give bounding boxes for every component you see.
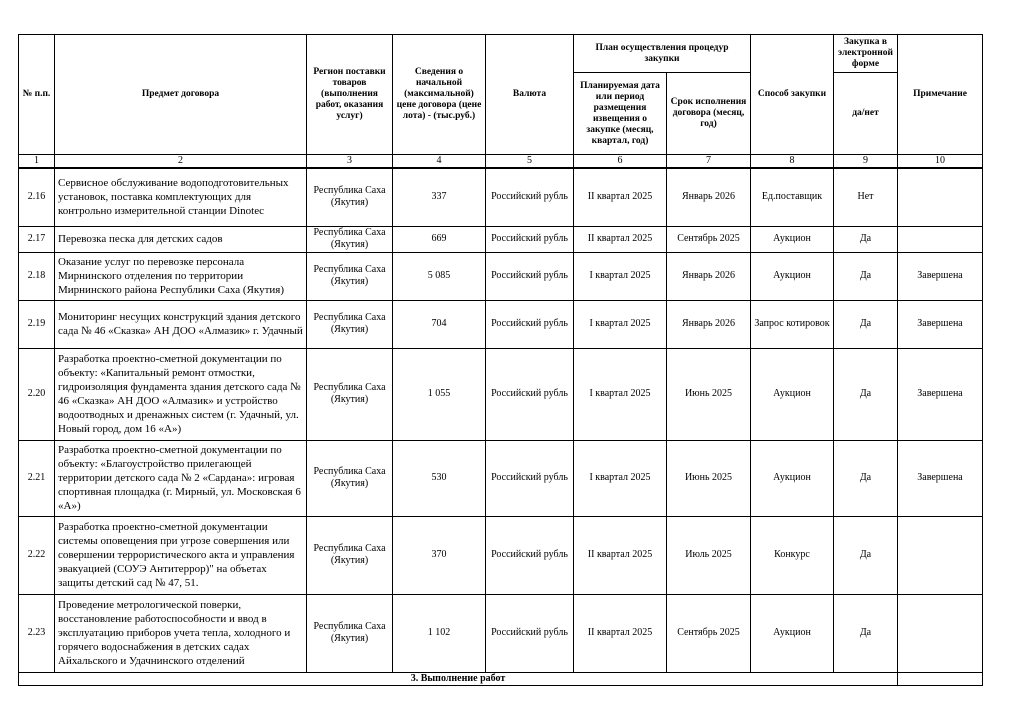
row-currency: Российский рубль	[486, 440, 574, 516]
column-number: 6	[574, 155, 667, 169]
table-row	[19, 226, 983, 252]
row-price: 5 085	[393, 252, 486, 300]
row-num: 2.23	[19, 594, 55, 672]
row-note	[898, 226, 983, 252]
row-plan-date: I квартал 2025	[574, 440, 667, 516]
row-region: Республика Саха (Якутия)	[307, 516, 393, 594]
row-method: Аукцион	[751, 440, 834, 516]
column-number: 9	[834, 155, 898, 169]
row-region: Республика Саха (Якутия)	[307, 168, 393, 226]
row-region: Республика Саха (Якутия)	[307, 252, 393, 300]
row-subject: Проведение метрологической поверки, восстановление работоспособности и ввод в эксплуатацию приборов учета тепла, холодного и горячего водоснабжения в детских садах Айхальского и Удачнинского отделений	[55, 594, 307, 672]
column-number: 1	[19, 155, 55, 169]
table-row	[19, 594, 983, 672]
row-method: Запрос котировок	[751, 300, 834, 348]
header-note: Примечание	[898, 35, 983, 155]
section-title: 3. Выполнение работ	[19, 672, 898, 685]
row-note	[898, 168, 983, 226]
row-method: Аукцион	[751, 594, 834, 672]
row-price: 1 055	[393, 348, 486, 440]
header-subject: Предмет договора	[55, 35, 307, 155]
row-region: Республика Саха (Якутия)	[307, 226, 393, 252]
header-region: Регион поставки товаров (выполнения работ, оказания услуг)	[307, 35, 393, 155]
row-price: 1 102	[393, 594, 486, 672]
row-term: Июнь 2025	[667, 440, 751, 516]
row-currency: Российский рубль	[486, 226, 574, 252]
row-num: 2.19	[19, 300, 55, 348]
row-subject: Разработка проектно-сметной документации по объекту: «Благоустройство прилегающей территории детского сада № 2 «Сардана»: игровая спортивная площадка (г. Мирный, ул. Московская 6 «А»)	[55, 440, 307, 516]
table-row	[19, 168, 983, 226]
column-number: 2	[55, 155, 307, 169]
row-subject: Оказание услуг по перевозке персонала Мирнинского отделения по территории Мирнинского района Республики Саха (Якутия)	[55, 252, 307, 300]
row-currency: Российский рубль	[486, 252, 574, 300]
row-plan-date: I квартал 2025	[574, 300, 667, 348]
row-electronic: Нет	[834, 168, 898, 226]
row-num: 2.20	[19, 348, 55, 440]
row-currency: Российский рубль	[486, 516, 574, 594]
row-plan-date: I квартал 2025	[574, 252, 667, 300]
table-row	[19, 516, 983, 594]
header-num: № п.п.	[19, 35, 55, 155]
table-row	[19, 348, 983, 440]
column-number: 4	[393, 155, 486, 169]
row-electronic: Да	[834, 348, 898, 440]
row-electronic: Да	[834, 594, 898, 672]
row-electronic: Да	[834, 516, 898, 594]
row-note: Завершена	[898, 440, 983, 516]
row-plan-date: II квартал 2025	[574, 168, 667, 226]
row-plan-date: I квартал 2025	[574, 348, 667, 440]
row-region: Республика Саха (Якутия)	[307, 440, 393, 516]
row-electronic: Да	[834, 300, 898, 348]
row-currency: Российский рубль	[486, 168, 574, 226]
column-number: 5	[486, 155, 574, 169]
row-note: Завершена	[898, 348, 983, 440]
row-currency: Российский рубль	[486, 594, 574, 672]
table-row	[19, 252, 983, 300]
row-method: Аукцион	[751, 348, 834, 440]
row-price: 370	[393, 516, 486, 594]
row-num: 2.21	[19, 440, 55, 516]
row-note	[898, 594, 983, 672]
row-method: Аукцион	[751, 252, 834, 300]
header-term: Срок исполнения договора (месяц, год)	[667, 73, 751, 155]
row-subject: Разработка проектно-сметной документации по объекту: «Капитальный ремонт отмостки, гидроизоляция фундамента здания детского сада № 46 «Сказка» АН ДОО «Алмазик» и устройство водоотводных и дренажных систем (г. Удачный, ул. Новый город, дом 16 «А»)	[55, 348, 307, 440]
row-price: 337	[393, 168, 486, 226]
row-subject: Мониторинг несущих конструкций здания детского сада № 46 «Сказка» АН ДОО «Алмазик» г. Удачный	[55, 300, 307, 348]
row-method: Ед.поставщик	[751, 168, 834, 226]
row-term: Январь 2026	[667, 168, 751, 226]
row-term: Июль 2025	[667, 516, 751, 594]
header-currency: Валюта	[486, 35, 574, 155]
row-term: Сентябрь 2025	[667, 226, 751, 252]
row-method: Аукцион	[751, 226, 834, 252]
table-row	[19, 440, 983, 516]
header-plan: План осуществления процедур закупки	[574, 35, 751, 73]
header-plan-date: Планируемая дата или период размещения извещения о закупке (месяц, квартал, год)	[574, 73, 667, 155]
header-electronic-sub: да/нет	[834, 73, 898, 155]
row-num: 2.22	[19, 516, 55, 594]
row-currency: Российский рубль	[486, 348, 574, 440]
row-plan-date: II квартал 2025	[574, 226, 667, 252]
row-num: 2.18	[19, 252, 55, 300]
header-price: Сведения о начальной (максимальной) цене договора (цене лота) - (тыс.руб.)	[393, 35, 486, 155]
row-subject: Перевозка песка для детских садов	[55, 226, 307, 252]
row-plan-date: II квартал 2025	[574, 594, 667, 672]
row-term: Сентябрь 2025	[667, 594, 751, 672]
column-number: 7	[667, 155, 751, 169]
row-subject: Разработка проектно-сметной документации системы оповещения при угрозе совершения или совершении террористического акта и управления эвакуацией (СОУЭ Антитеррор)" на объетах защиты детский сад № 47, 51.	[55, 516, 307, 594]
row-term: Январь 2026	[667, 300, 751, 348]
row-region: Республика Саха (Якутия)	[307, 594, 393, 672]
row-method: Конкурс	[751, 516, 834, 594]
row-price: 669	[393, 226, 486, 252]
row-num: 2.16	[19, 168, 55, 226]
procurement-plan-table	[18, 34, 983, 686]
row-region: Республика Саха (Якутия)	[307, 300, 393, 348]
row-price: 704	[393, 300, 486, 348]
row-electronic: Да	[834, 252, 898, 300]
row-term: Июнь 2025	[667, 348, 751, 440]
header-electronic: Закупка в электронной форме	[834, 35, 898, 73]
row-note: Завершена	[898, 300, 983, 348]
row-price: 530	[393, 440, 486, 516]
column-number: 10	[898, 155, 983, 169]
section-note-cell	[898, 672, 983, 685]
row-num: 2.17	[19, 226, 55, 252]
row-region: Республика Саха (Якутия)	[307, 348, 393, 440]
column-number: 8	[751, 155, 834, 169]
row-currency: Российский рубль	[486, 300, 574, 348]
table-row	[19, 300, 983, 348]
row-subject: Сервисное обслуживание водоподготовительных установок, поставка комплектующих для контрольно измерительной станции Dinotec	[55, 168, 307, 226]
row-plan-date: II квартал 2025	[574, 516, 667, 594]
header-method: Способ закупки	[751, 35, 834, 155]
section-row	[19, 672, 983, 685]
row-term: Январь 2026	[667, 252, 751, 300]
row-electronic: Да	[834, 226, 898, 252]
row-electronic: Да	[834, 440, 898, 516]
row-note	[898, 516, 983, 594]
row-note: Завершена	[898, 252, 983, 300]
column-number: 3	[307, 155, 393, 169]
